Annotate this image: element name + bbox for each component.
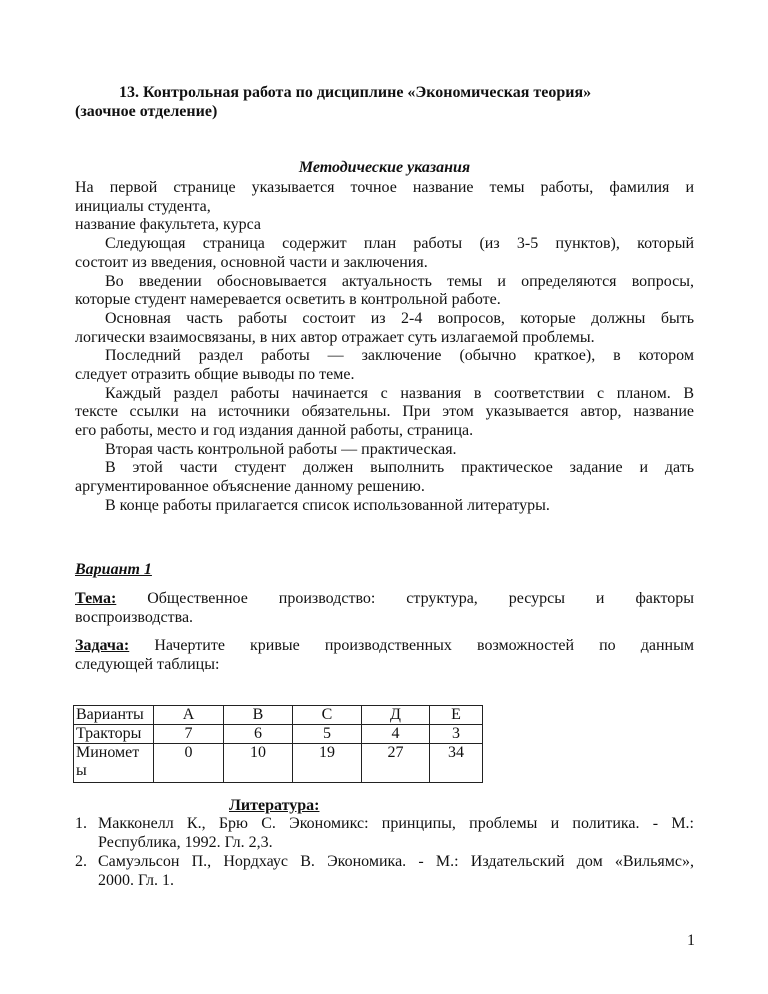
- table-cell: 10: [224, 744, 293, 783]
- literature-item-number: 2.: [75, 853, 87, 870]
- task-text: Начертите кривые производственных возможностей по данным: [154, 637, 694, 654]
- paragraph-line: В этой части студент должен выполнить практическое задание и дать: [105, 459, 694, 476]
- paragraph-line: Основная часть работы состоит из 2-4 вопросов, которые должны быть: [105, 310, 694, 327]
- table-row: [74, 744, 483, 783]
- table-header-cell: Варианты: [74, 706, 154, 725]
- table-header-cell: Д: [362, 706, 430, 725]
- table-cell: 3: [430, 725, 483, 744]
- variant-heading: Вариант 1: [75, 561, 152, 578]
- topic-line: [75, 590, 694, 609]
- literature-item-number: 1.: [75, 815, 87, 832]
- topic-text: Общественное производство: структура, ресурсы и факторы: [147, 590, 694, 607]
- table-cell: 5: [293, 725, 362, 744]
- paragraph-line: состоит из введения, основной части и заключения.: [75, 254, 428, 271]
- paragraph-line: Каждый раздел работы начинается с названия в соответствии с планом. В: [105, 385, 694, 402]
- paragraph-line: его работы, место и год издания данной работы, страница.: [75, 422, 474, 439]
- literature-item-text: Макконелл К., Брю С. Экономикс: принципы, проблемы и политика. - М.:: [98, 815, 694, 832]
- table-cell: 6: [224, 725, 293, 744]
- literature-item-text: 2000. Гл. 1.: [98, 871, 175, 889]
- paragraph-line: инициалы студента,: [75, 198, 211, 215]
- document-title-subtitle: (заочное отделение): [75, 103, 218, 120]
- paragraph-line: название факультета, курса: [75, 216, 261, 233]
- literature-item: [75, 815, 694, 852]
- paragraph-line: логически взаимосвязаны, в них автор отражает суть излагаемой проблемы.: [75, 329, 595, 346]
- page-number: 1: [687, 932, 695, 949]
- literature-item-text: Республика, 1992. Гл. 2,3.: [98, 833, 273, 851]
- paragraph-line: которые студент намеревается осветить в контрольной работе.: [75, 291, 501, 308]
- table-header-cell: А: [154, 706, 224, 725]
- literature-item-text: Самуэльсон П., Нордхаус В. Экономика. - М.: Издательский дом «Вильямс»,: [98, 853, 694, 870]
- table-cell-text: ы: [76, 762, 87, 779]
- table-cell: 7: [154, 725, 224, 744]
- production-possibilities-table: [73, 705, 483, 783]
- paragraph-line: аргументированное объяснение данному решению.: [75, 478, 425, 495]
- table-header-cell: Е: [430, 706, 483, 725]
- paragraph-line: Следующая страница содержит план работы (из 3-5 пунктов), который: [105, 235, 694, 252]
- table-row: [74, 725, 483, 744]
- paragraph-line: следует отразить общие выводы по теме.: [75, 366, 355, 383]
- task-line: [75, 637, 694, 656]
- table-cell: 19: [293, 744, 362, 783]
- table-header-cell: В: [224, 706, 293, 725]
- table-cell: 0: [154, 744, 224, 783]
- table-cell: 27: [362, 744, 430, 783]
- table-cell: [74, 744, 154, 783]
- literature-item: [75, 853, 694, 890]
- table-header-row: [74, 706, 483, 725]
- paragraph-line: На первой странице указывается точное название темы работы, фамилия и: [75, 179, 694, 196]
- table-header-cell: С: [293, 706, 362, 725]
- table-cell: 34: [430, 744, 483, 783]
- paragraph-line: Во введении обосновывается актуальность темы и определяются вопросы,: [105, 273, 694, 290]
- paragraph-line: тексте ссылки на источники обязательны. При этом указывается автор, название: [75, 403, 694, 420]
- table-cell: 4: [362, 725, 430, 744]
- task-label: Задача:: [75, 637, 130, 654]
- paragraph-line: Последний раздел работы — заключение (обычно краткое), в котором: [105, 347, 694, 364]
- topic-label: Тема:: [75, 590, 117, 607]
- topic-line-2: воспроизводства.: [75, 609, 194, 626]
- paragraph-line: Вторая часть контрольной работы — практическая.: [105, 441, 457, 458]
- table-cell-text: Миномет: [76, 744, 140, 761]
- paragraph-line: В конце работы прилагается список использованной литературы.: [105, 497, 550, 514]
- literature-heading: Литература:: [229, 797, 320, 814]
- table-cell: Тракторы: [74, 725, 154, 744]
- section-heading-guidelines: Методические указания: [298, 159, 471, 176]
- task-line-2: следующей таблицы:: [75, 656, 220, 673]
- document-title: 13. Контрольная работа по дисциплине «Экономическая теория»: [119, 84, 592, 101]
